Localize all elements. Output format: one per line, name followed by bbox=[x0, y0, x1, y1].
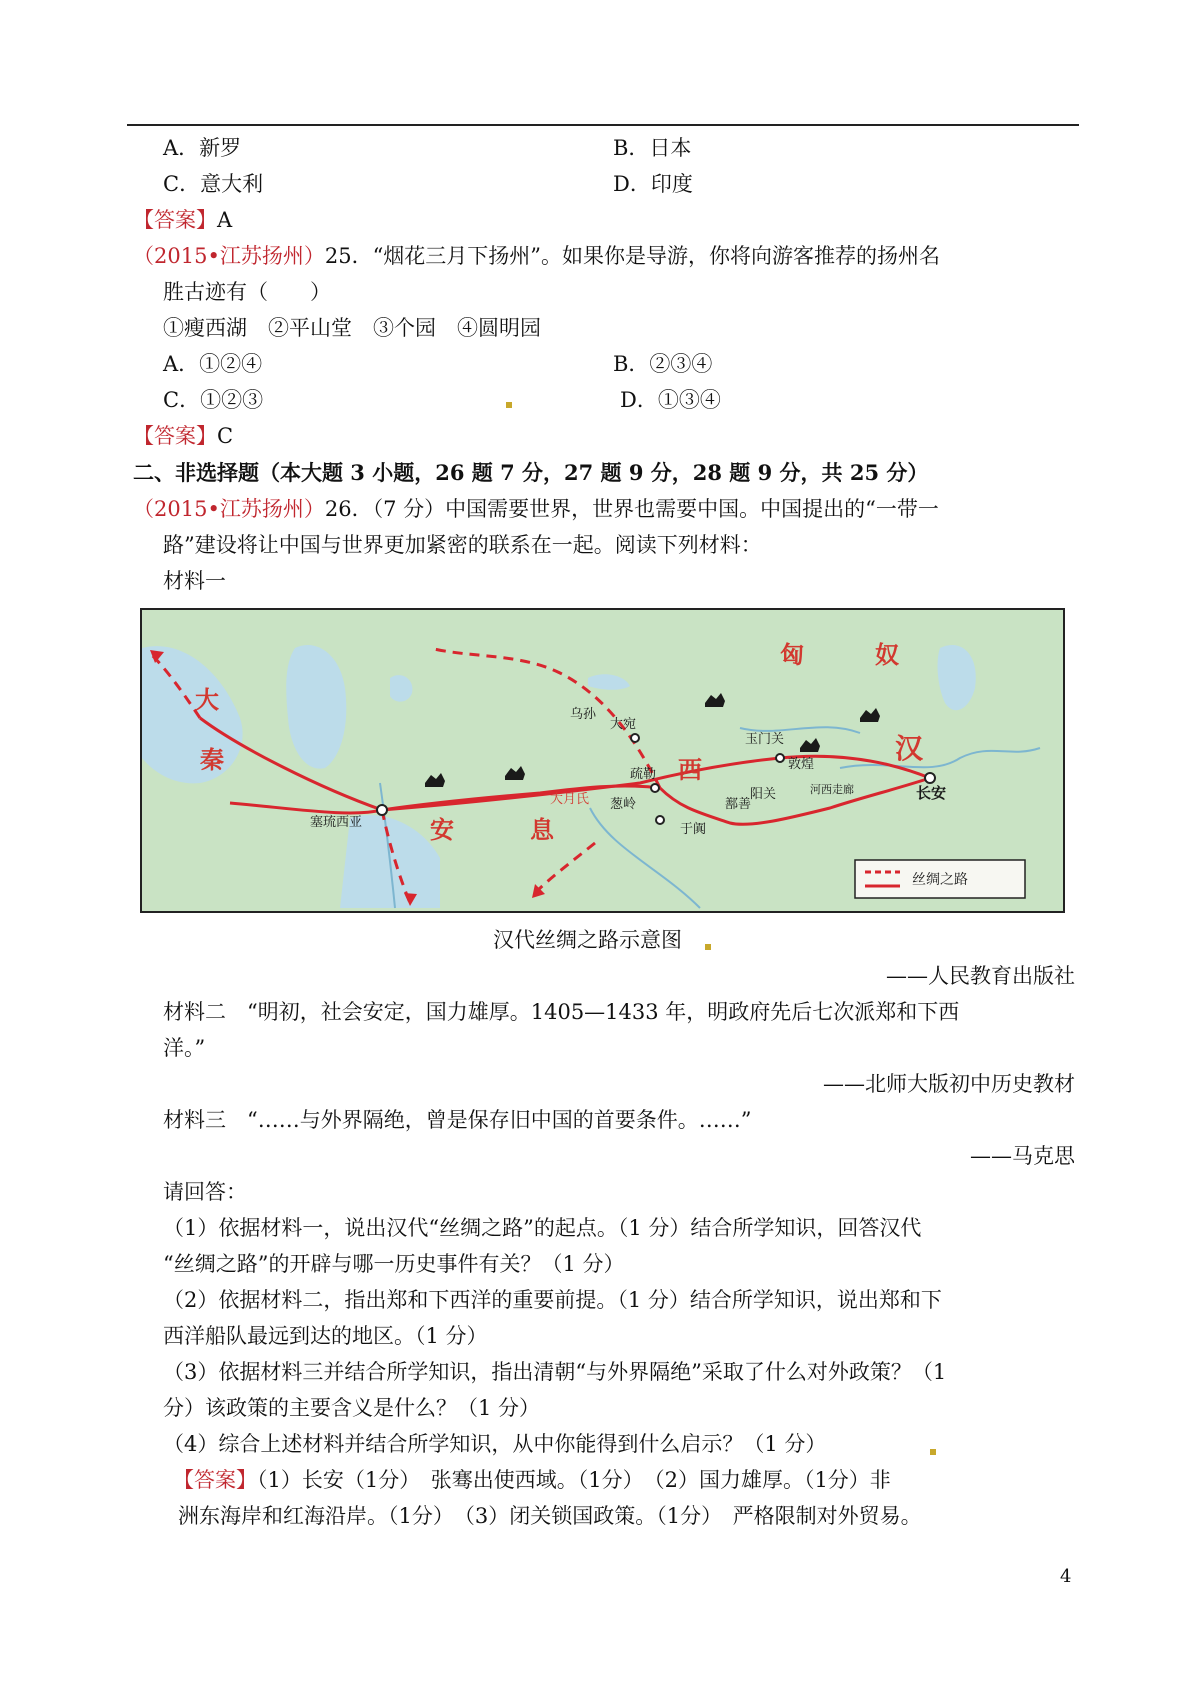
label-xiongnu-1: 匈 bbox=[780, 641, 804, 669]
legend-label: 丝绸之路 bbox=[912, 872, 968, 888]
label-dayuezhi: 大月氏 bbox=[550, 792, 590, 807]
q25-option-c: C．①②③ bbox=[163, 388, 264, 412]
label-congling: 葱岭 bbox=[610, 797, 637, 812]
q24-answer bbox=[133, 205, 232, 235]
material2-source: ——北师大版初中历史教材 bbox=[823, 1072, 1075, 1096]
section-heading: 二、非选择题（本大题 3 小题，26 题 7 分，27 题 9 分，28 题 9 分，共 25 分） bbox=[133, 460, 929, 485]
q24-option-c: C．意大利 bbox=[163, 172, 264, 196]
silk-road-map bbox=[140, 608, 1065, 913]
material3-line: 材料三 “……与外界隔绝，曾是保存旧中国的首要条件。……” bbox=[163, 1108, 752, 1132]
header-rule bbox=[127, 124, 1079, 126]
answer-label: 【答案】 bbox=[173, 1468, 257, 1492]
q26-answer-line2: 洲东海岸和红海沿岸。（1分） （3）闭关锁国政策。（1分） 严格限制对外贸易。 bbox=[178, 1504, 922, 1528]
label-seleucia: 塞琉西亚 bbox=[310, 815, 363, 830]
answer-value: A bbox=[217, 208, 233, 232]
q25-stem-line2: 胜古迹有（ ） bbox=[163, 280, 331, 304]
prompt: 请回答： bbox=[163, 1180, 247, 1204]
label-hexi: 河西走廊 bbox=[810, 783, 854, 796]
label-yutian: 于阗 bbox=[680, 822, 707, 837]
q25-stem-text: 25．“烟花三月下扬州”。如果你是导游，你将向游客推荐的扬州名 bbox=[324, 244, 941, 268]
answer-label: 【答案】 bbox=[133, 424, 217, 448]
q25-option-b: B．②③④ bbox=[613, 352, 713, 376]
question2-line2: 西洋船队最远到达的地区。（1 分） bbox=[163, 1324, 488, 1348]
label-daqin-1: 大 bbox=[195, 686, 219, 714]
q24-option-a: A．新罗 bbox=[163, 136, 242, 160]
q26-stem-text: 26．（7 分）中国需要世界，世界也需要中国。中国提出的“一带一 bbox=[324, 497, 939, 521]
q24-option-d: D．印度 bbox=[613, 172, 693, 196]
label-yangguan: 阳关 bbox=[750, 787, 777, 802]
city-shule-dot bbox=[651, 784, 659, 792]
question1-line2: “丝绸之路”的开辟与哪一历史事件有关？（1 分） bbox=[163, 1252, 625, 1276]
map-source: ——人民教育出版社 bbox=[886, 964, 1075, 988]
label-anxi-2: 息 bbox=[530, 816, 554, 844]
label-changan: 长安 bbox=[916, 784, 947, 802]
q26-stem-line1 bbox=[133, 494, 939, 524]
q25-option-d: D．①③④ bbox=[620, 388, 721, 412]
scan-artifact-dot bbox=[506, 402, 512, 408]
q24-option-b: B．日本 bbox=[613, 136, 692, 160]
answer-text: （1）长安（1分） 张骞出使西域。（1分） （2）国力雄厚。（1分）非 bbox=[257, 1468, 891, 1492]
q26-source: （2015•江苏扬州） bbox=[133, 497, 325, 521]
material1-label: 材料一 bbox=[163, 569, 226, 593]
city-changan-dot bbox=[925, 773, 935, 783]
city-dunhuang-dot bbox=[776, 754, 784, 762]
q25-items: ①瘦西湖 ②平山堂 ③个园 ④圆明园 bbox=[163, 316, 541, 340]
label-xiongnu-2: 奴 bbox=[875, 641, 899, 669]
answer-value: C bbox=[217, 424, 234, 448]
label-han: 汉 bbox=[895, 732, 924, 765]
map-legend bbox=[855, 860, 1025, 898]
q25-answer bbox=[133, 421, 233, 451]
material2-line1: 材料二 “明初，社会安定，国力雄厚。1405—1433 年，明政府先后七次派郑和下西 bbox=[163, 1000, 960, 1024]
q25-stem-line1 bbox=[133, 241, 940, 271]
question4-line1: （4）综合上述材料并结合所学知识，从中你能得到什么启示？（1 分） bbox=[163, 1432, 827, 1456]
material2-line2: 洋。” bbox=[163, 1036, 206, 1060]
q25-source: （2015•江苏扬州） bbox=[133, 244, 325, 268]
question3-line1: （3）依据材料三并结合所学知识，指出清朝“与外界隔绝”采取了什么对外政策？（1 bbox=[163, 1360, 947, 1384]
q25-option-a: A．①②④ bbox=[163, 352, 263, 376]
city-seleucia-dot bbox=[377, 805, 387, 815]
city-dayuan-dot bbox=[631, 734, 639, 742]
map-caption: 汉代丝绸之路示意图 bbox=[493, 928, 682, 952]
city-yutian-dot bbox=[656, 816, 664, 824]
label-shule: 疏勒 bbox=[630, 767, 657, 782]
label-wusun: 乌孙 bbox=[570, 707, 597, 722]
q26-stem-line2: 路”建设将让中国与世界更加紧密的联系在一起。阅读下列材料： bbox=[163, 533, 762, 557]
label-daqin-2: 秦 bbox=[200, 746, 224, 774]
label-xiyu: 西 bbox=[678, 756, 702, 784]
label-anxi-1: 安 bbox=[430, 816, 454, 844]
question3-line2: 分）该政策的主要含义是什么？（1 分） bbox=[163, 1396, 541, 1420]
label-dunhuang: 敦煌 bbox=[788, 757, 815, 772]
label-dayuan: 大宛 bbox=[610, 717, 637, 732]
page-number: 4 bbox=[1060, 1566, 1072, 1587]
label-shanshan: 鄯善 bbox=[725, 797, 752, 812]
material3-source: ——马克思 bbox=[970, 1144, 1075, 1168]
question1-line1: （1）依据材料一，说出汉代“丝绸之路”的起点。（1 分）结合所学知识，回答汉代 bbox=[163, 1216, 922, 1240]
scan-artifact-dot bbox=[705, 944, 711, 950]
q26-answer-line1 bbox=[173, 1465, 891, 1495]
scan-artifact-dot bbox=[930, 1449, 936, 1455]
question2-line1: （2）依据材料二，指出郑和下西洋的重要前提。（1 分）结合所学知识，说出郑和下 bbox=[163, 1288, 942, 1312]
answer-label: 【答案】 bbox=[133, 208, 217, 232]
label-yumenguan: 玉门关 bbox=[745, 732, 785, 747]
